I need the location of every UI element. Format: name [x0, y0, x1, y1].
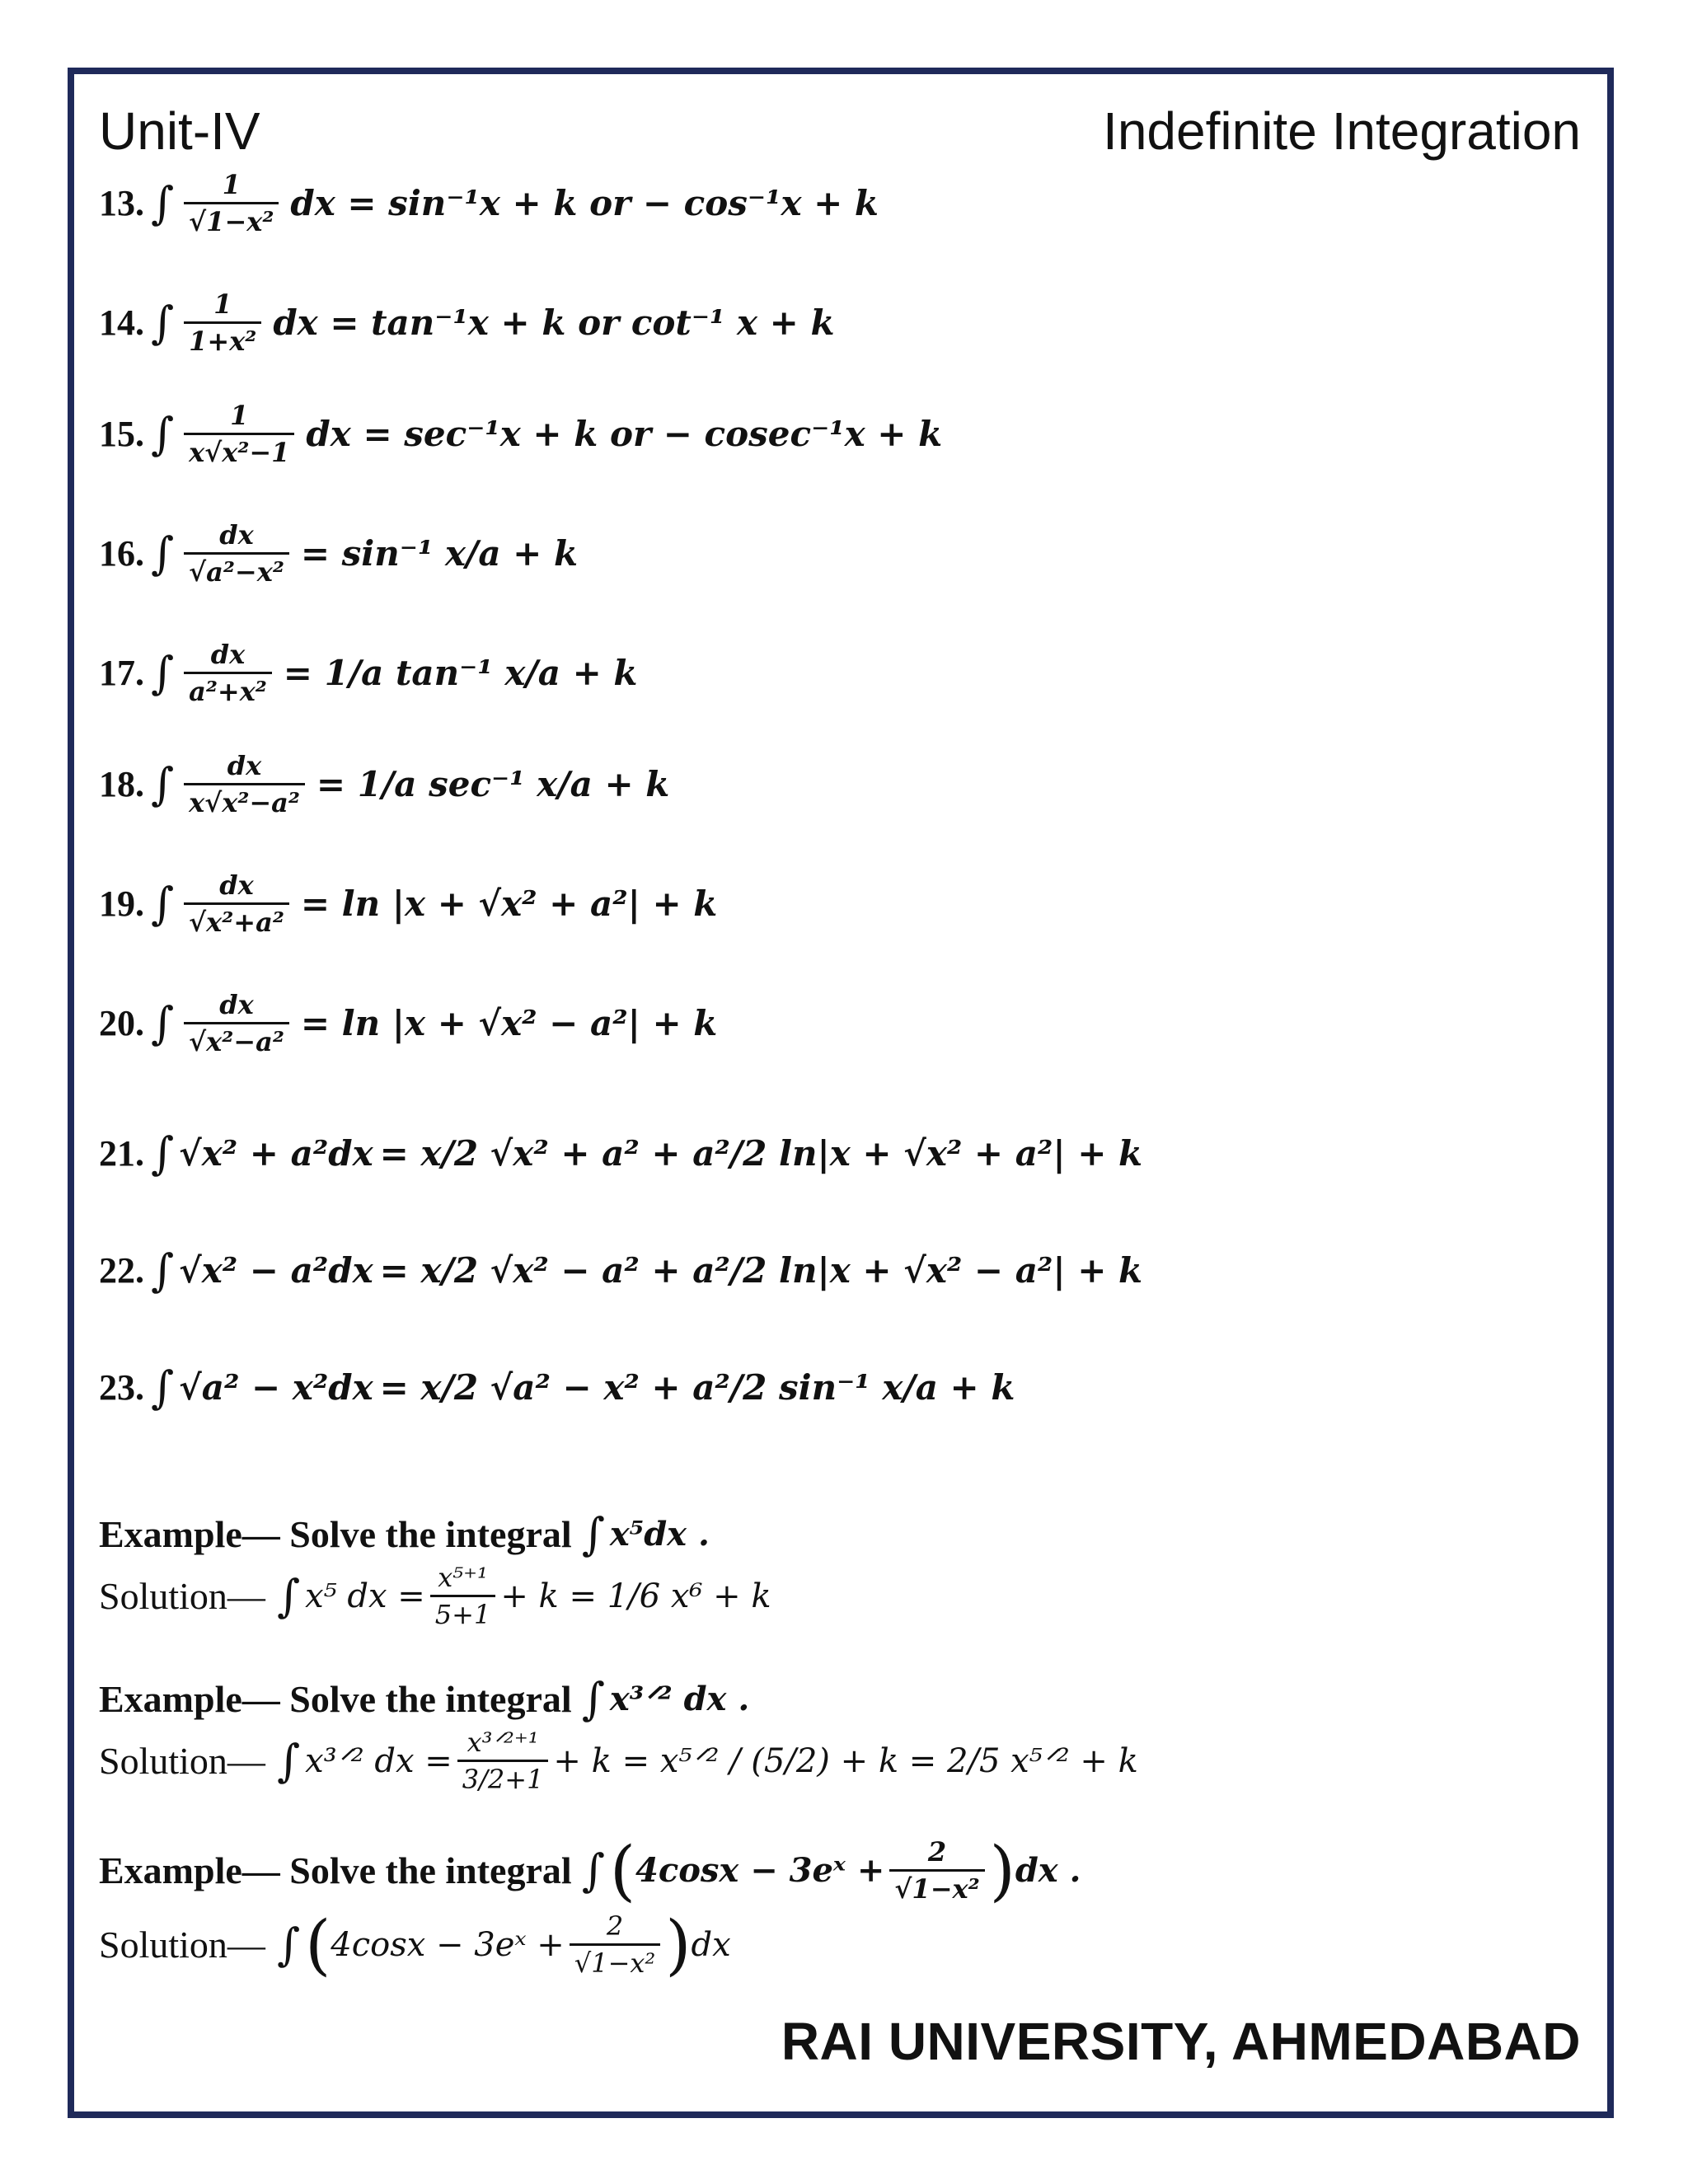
integral-sign: ∫ [151, 647, 175, 699]
fraction [184, 288, 261, 357]
formula-19 [99, 869, 717, 938]
fraction [184, 400, 294, 468]
fraction: $\frac{\text{x³ᐟ²⁺¹}}{3/2+1}$ [457, 1727, 549, 1795]
formula-result: = 1/a sec⁻¹ x/a + k [316, 764, 670, 804]
fraction: $\frac{2}{\text{√1−x²}}$ [570, 1910, 660, 1979]
example-integral: ∫ x⁵dx . [581, 1508, 710, 1560]
formula-20 [99, 989, 717, 1057]
integrand: √x² + a²dx [179, 1133, 373, 1174]
example-label: Example— Solve the integral [99, 1678, 572, 1720]
example-1-solution [99, 1562, 771, 1630]
fraction [184, 519, 289, 588]
fraction [184, 989, 289, 1057]
formula-number: 23. [99, 1367, 144, 1408]
solution-math: ∫ ( 4cosx − 3eˣ + $\frac{2}{\text{√1−x²}}$ ) dx [276, 1905, 731, 1983]
integrand: √x² − a²dx [179, 1250, 373, 1291]
fraction: $\frac{2}{\text{√1−x²}}$ [889, 1836, 984, 1905]
denominator: x√x²−a² [184, 783, 305, 818]
formula-23 [99, 1361, 1015, 1413]
numerator: dx [219, 869, 254, 901]
formula-15 [99, 400, 942, 468]
formula-result: dx = sec⁻¹x + k or − cosec⁻¹x + k [306, 414, 943, 454]
formula-number: 21. [99, 1133, 144, 1174]
formula-16 [99, 519, 578, 588]
fraction [184, 639, 272, 707]
integrand: √a² − x²dx [179, 1367, 373, 1408]
integral-sign: ∫ [151, 527, 175, 579]
integral-sign: ∫ [276, 1735, 301, 1787]
integral-sign: ∫ [276, 1570, 301, 1622]
integral-sign: ∫ [581, 1673, 605, 1725]
denominator: √a²−x² [184, 552, 289, 588]
formula-22 [99, 1244, 1142, 1296]
solution-math: ∫ x⁵ dx = $\frac{\text{x⁵⁺¹}}{5+1}$ + k = 1/6 x⁶ + k [276, 1562, 771, 1630]
formula-number: 20. [99, 1003, 144, 1043]
example-integral: ∫ x³ᐟ² dx . [581, 1673, 750, 1725]
formula-13 [99, 169, 879, 237]
numerator: dx [219, 519, 254, 551]
formula-result: = 1/a tan⁻¹ x/a + k [283, 653, 638, 693]
formula-result: = sin⁻¹ x/a + k [300, 533, 579, 574]
example-label: Example— Solve the integral [99, 1513, 572, 1555]
example-3-solution [99, 1905, 731, 1983]
integral-sign: ∫ [151, 997, 175, 1049]
fraction: $\frac{\text{x⁵⁺¹}}{5+1}$ [430, 1562, 496, 1630]
denominator: √x²+a² [184, 902, 289, 938]
integral-sign: ∫ [276, 1919, 301, 1971]
solution-label: Solution— [99, 1924, 265, 1966]
formula-18 [99, 750, 669, 818]
numerator: 1 [230, 400, 249, 431]
page-border [68, 68, 1614, 2118]
example-1-question [99, 1508, 710, 1560]
numerator: dx [210, 639, 246, 670]
integral-sign: ∫ [151, 1361, 175, 1413]
formula-result: = x/2 √x² + a² + a²/2 ln|x + √x² + a²| + k [379, 1133, 1143, 1174]
example-label: Example— Solve the integral [99, 1849, 572, 1891]
denominator: a²+x² [184, 672, 272, 707]
numerator: 1 [213, 288, 232, 320]
integral-sign: ∫ [151, 758, 175, 810]
unit-label: Unit-IV [99, 101, 260, 161]
formula-14 [99, 288, 835, 357]
integral-sign: ∫ [581, 1508, 605, 1560]
formula-number: 18. [99, 764, 144, 804]
solution-label: Solution— [99, 1575, 265, 1617]
solution-label: Solution— [99, 1740, 265, 1782]
example-2-question [99, 1673, 749, 1725]
formula-result: dx = sin⁻¹x + k or − cos⁻¹x + k [290, 183, 879, 223]
integral-sign: ∫ [151, 297, 175, 349]
denominator: 1+x² [184, 321, 261, 357]
fraction [184, 169, 279, 237]
integral-sign: ∫ [151, 1127, 175, 1179]
fraction [184, 869, 289, 938]
solution-math: ∫ x³ᐟ² dx = $\frac{\text{x³ᐟ²⁺¹}}{3/2+1}$ + k = x⁵ᐟ² / (5/2) + k = 2/5 x⁵ᐟ² + k [276, 1727, 1138, 1795]
formula-17 [99, 639, 637, 707]
numerator: dx [219, 989, 254, 1020]
denominator: √1−x² [184, 202, 279, 237]
formula-21 [99, 1127, 1142, 1179]
formula-number: 16. [99, 533, 144, 574]
formula-result: dx = tan⁻¹x + k or cot⁻¹ x + k [273, 302, 835, 343]
example-3-question [99, 1831, 1081, 1909]
formula-number: 13. [99, 183, 144, 223]
formula-number: 15. [99, 414, 144, 454]
integral-sign: ∫ [581, 1844, 605, 1896]
formula-result: = ln |x + √x² + a²| + k [300, 883, 718, 924]
integral-sign: ∫ [151, 177, 175, 229]
formula-result: = x/2 √a² − x² + a²/2 sin⁻¹ x/a + k [379, 1367, 1015, 1408]
formula-number: 17. [99, 653, 144, 693]
numerator: 1 [222, 169, 241, 200]
formula-number: 22. [99, 1250, 144, 1291]
formula-number: 19. [99, 883, 144, 924]
fraction [184, 750, 305, 818]
formula-result: = x/2 √x² − a² + a²/2 ln|x + √x² − a²| + k [379, 1250, 1143, 1291]
topic-title: Indefinite Integration [1103, 101, 1581, 161]
numerator: dx [227, 750, 262, 781]
denominator: x√x²−1 [184, 433, 294, 468]
example-integral: ∫ ( 4cosx − 3eˣ + $\frac{2}{\text{√1−x²}}$ ) dx . [581, 1831, 1081, 1909]
integral-sign: ∫ [151, 878, 175, 930]
integral-sign: ∫ [151, 1244, 175, 1296]
formula-number: 14. [99, 302, 144, 343]
institution-footer: RAI UNIVERSITY, AHMEDABAD [781, 2012, 1581, 2071]
example-2-solution [99, 1727, 1138, 1795]
formula-result: = ln |x + √x² − a²| + k [300, 1003, 718, 1043]
integral-sign: ∫ [151, 408, 175, 460]
denominator: √x²−a² [184, 1022, 289, 1057]
